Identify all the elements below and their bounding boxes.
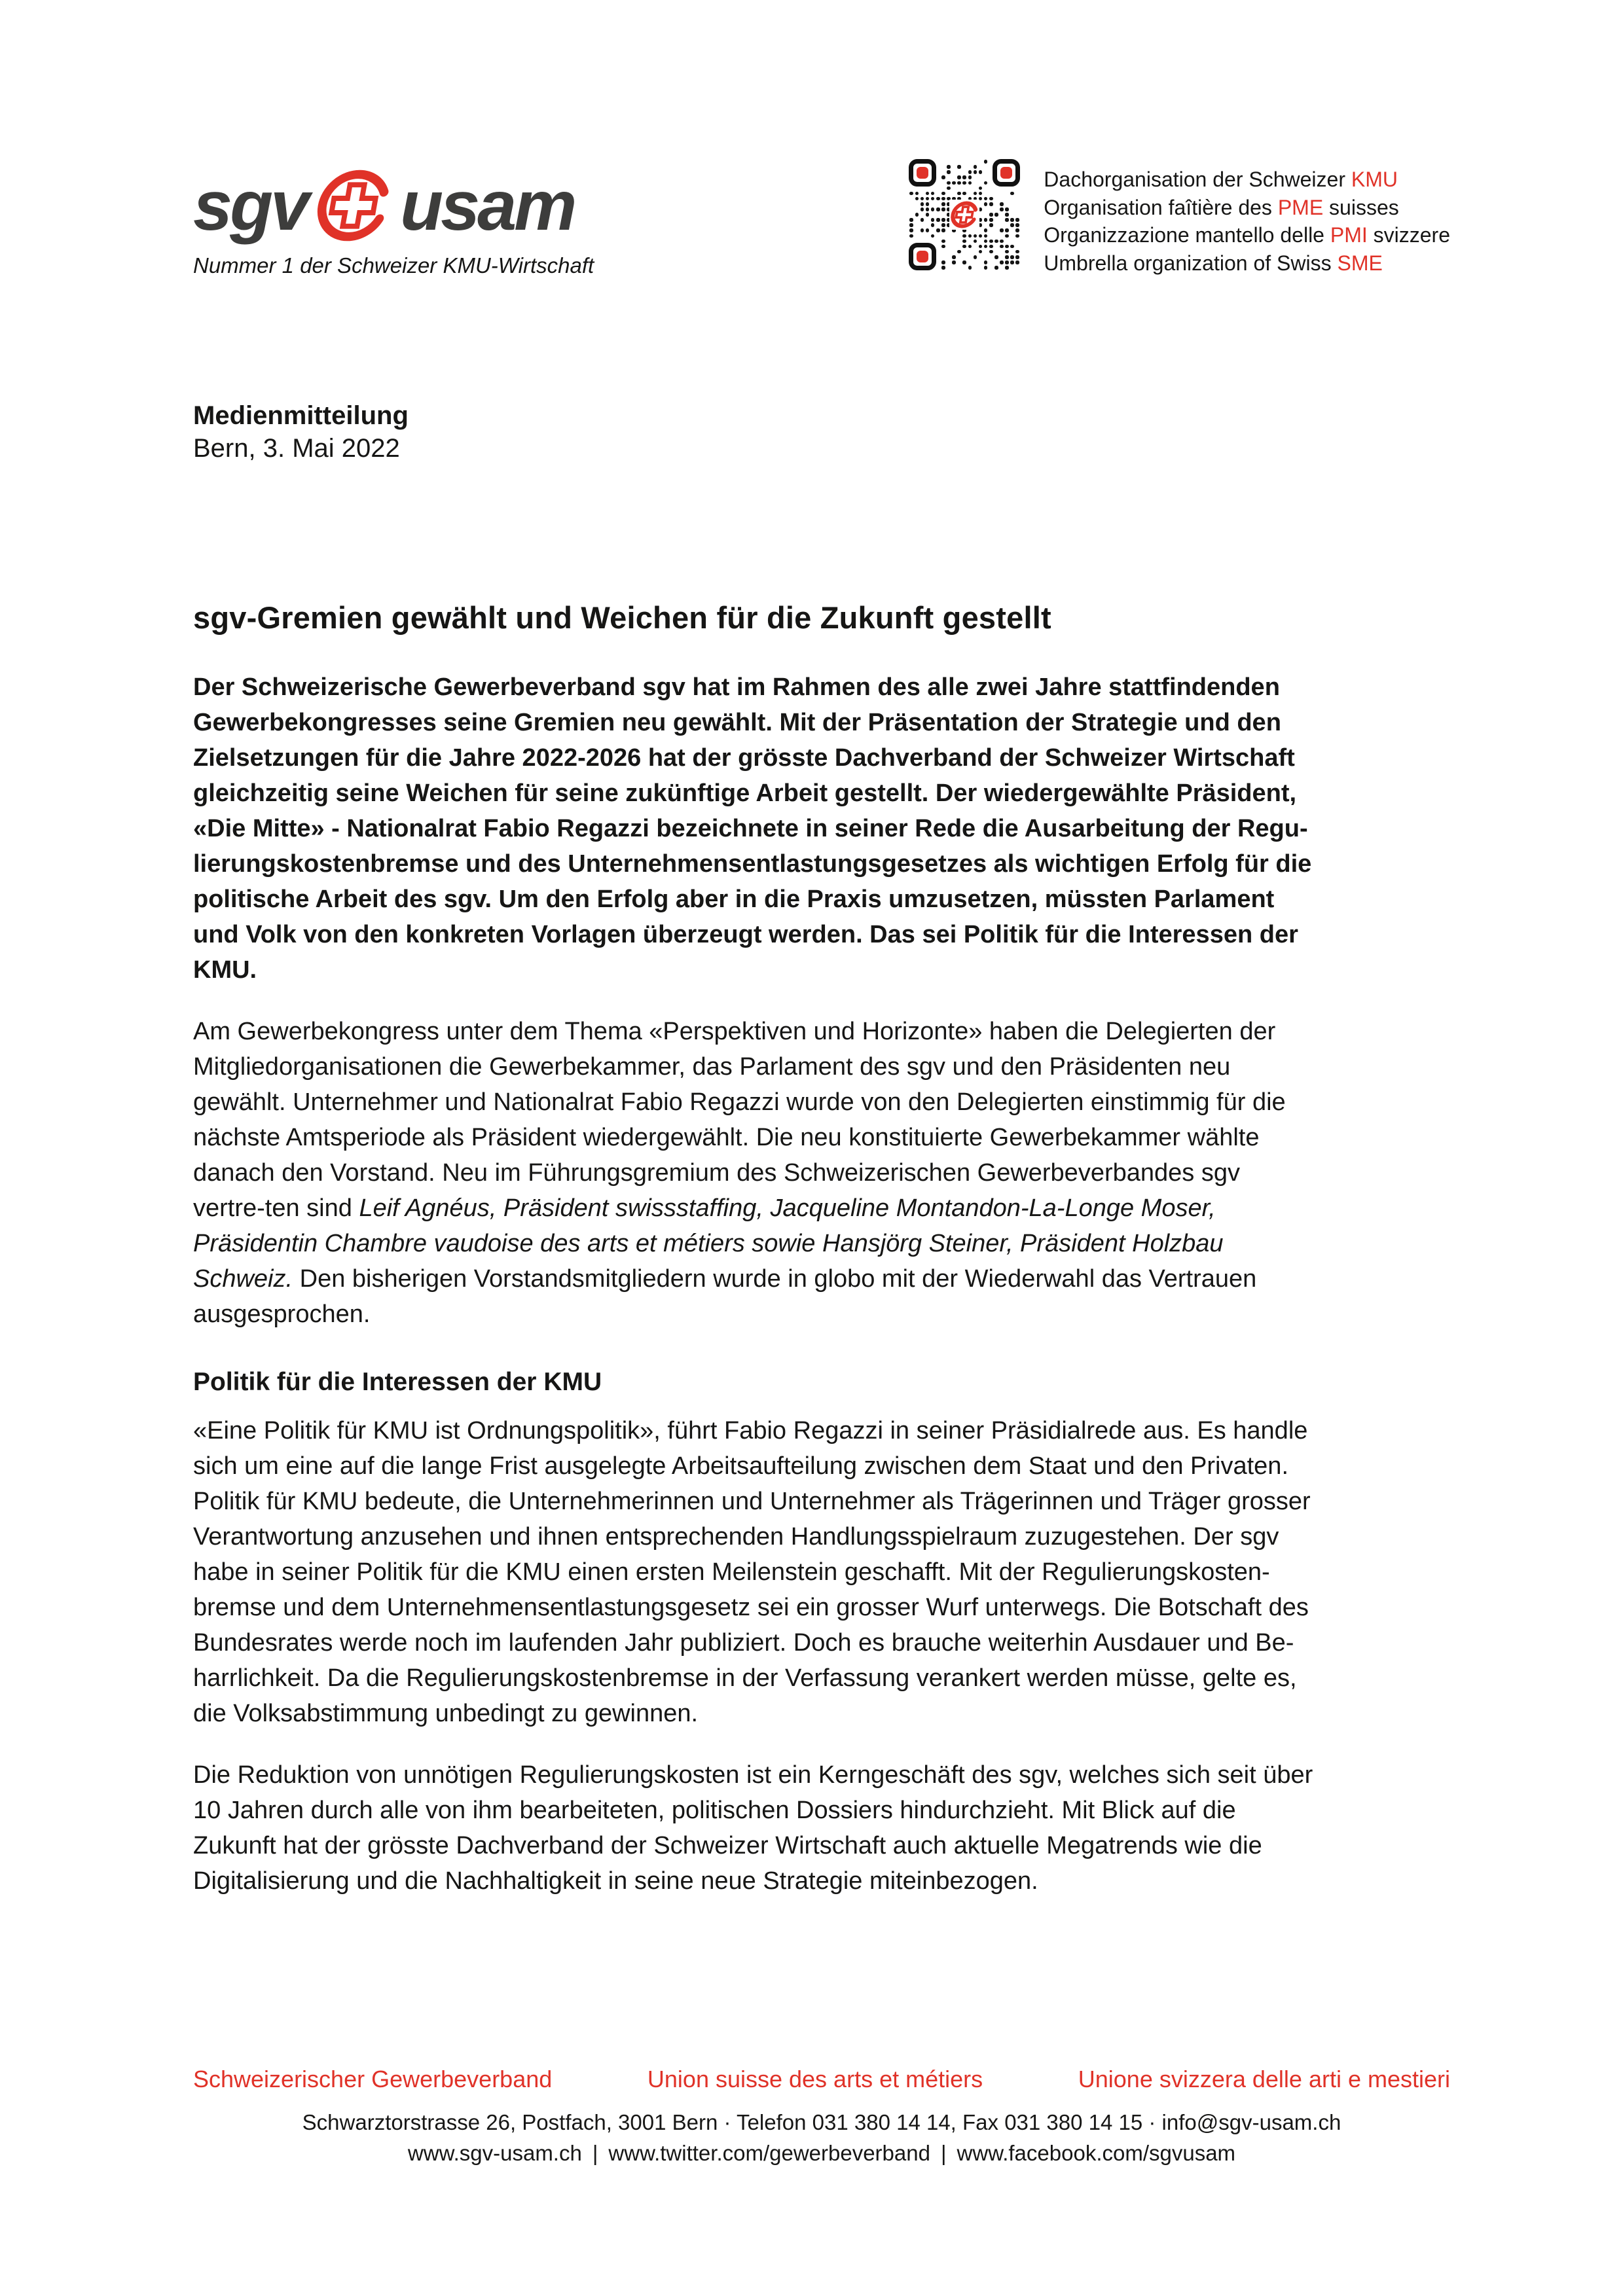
qr-dot — [984, 240, 988, 243]
qr-dot — [1010, 245, 1014, 249]
qr-dot — [952, 260, 956, 264]
meta — [193, 399, 1450, 465]
text-segment: KMU. — [193, 956, 257, 984]
qr-dot — [989, 213, 993, 217]
text-line — [193, 670, 1450, 705]
qr-dot — [909, 192, 913, 196]
qr-finder-icon — [909, 159, 936, 187]
qr-dot — [962, 192, 966, 196]
logo — [193, 166, 594, 278]
footer-org-name: Union suisse des arts et métiers — [647, 2066, 983, 2092]
qr-dot — [909, 234, 913, 238]
qr-dot — [994, 266, 998, 270]
logo-row — [193, 166, 594, 245]
qr-dot — [989, 197, 993, 201]
qr-dot — [921, 218, 924, 222]
text-line — [193, 882, 1450, 917]
footer-link[interactable]: www.twitter.com/gewerbeverband — [608, 2141, 930, 2165]
text-line — [193, 1226, 1450, 1261]
qr-dot — [931, 218, 935, 222]
qr-dot — [931, 223, 935, 227]
text-line — [193, 846, 1450, 882]
text-line — [193, 1191, 1450, 1226]
qr-dot — [941, 207, 945, 211]
document-body — [193, 670, 1450, 1899]
org-lines — [1044, 159, 1450, 277]
qr-dot — [962, 240, 966, 243]
qr-dot — [979, 192, 983, 196]
text-line — [193, 811, 1450, 846]
qr-dot — [1000, 202, 1004, 206]
qr-dot — [984, 218, 988, 222]
qr-dot — [941, 266, 945, 270]
text-segment: und Volk von den konkreten Vorlagen überzeugt werden. Das sei Politik für die Interessen der — [193, 921, 1298, 948]
text-segment: lierungskostenbremse und des Unternehmensentlastungsgesetzes als wichtigen Erfolg für die — [193, 850, 1312, 878]
text-line — [193, 1696, 1450, 1731]
qr-dot — [909, 223, 913, 227]
text-line — [193, 1297, 1450, 1332]
qr-dot — [1000, 228, 1004, 232]
qr-finder-icon — [909, 243, 936, 270]
qr-dot — [1005, 250, 1009, 254]
qr-dot — [931, 197, 935, 201]
text-line — [193, 1793, 1450, 1828]
qr-dot — [947, 181, 951, 185]
paragraph — [193, 670, 1450, 988]
qr-dot — [1000, 245, 1004, 249]
qr-dot — [926, 192, 930, 196]
org-line-text: Organisation faîtière des — [1044, 195, 1278, 219]
footer-org-name: Schweizerischer Gewerbeverband — [193, 2066, 553, 2092]
qr-dot — [931, 234, 935, 238]
text-segment: Zielsetzungen für die Jahre 2022-2026 hat der grösste Dachverband der Schweizer Wirtschaft — [193, 744, 1295, 772]
qr-dot — [1005, 255, 1009, 259]
text-segment: sich um eine auf die lange Frist ausgelegte Arbeitsaufteilung zwischen dem Staat und den Privaten. — [193, 1452, 1289, 1480]
qr-dot — [979, 250, 983, 254]
qr-dot — [941, 260, 945, 264]
text-line — [193, 740, 1450, 776]
qr-dot — [1015, 228, 1019, 232]
qr-dot — [941, 228, 945, 232]
org-line-text: suisses — [1323, 195, 1399, 219]
org-line — [1044, 221, 1450, 249]
text-segment: vertre-ten sind — [193, 1194, 359, 1222]
org-line-highlight: PMI — [1330, 223, 1368, 247]
qr-dot — [989, 250, 993, 254]
text-line — [193, 1660, 1450, 1696]
text-line — [193, 705, 1450, 740]
qr-block — [909, 159, 1450, 277]
qr-dot — [915, 192, 919, 196]
org-line — [1044, 194, 1450, 222]
qr-finder-icon — [993, 159, 1020, 187]
qr-dot — [968, 245, 972, 249]
text-line — [193, 1828, 1450, 1863]
qr-dot — [1015, 255, 1019, 259]
qr-dot — [1010, 192, 1014, 196]
qr-dot — [1015, 250, 1019, 254]
qr-dot — [1005, 228, 1009, 232]
qr-dot — [1000, 260, 1004, 264]
qr-dot — [968, 175, 972, 179]
text-line — [193, 1085, 1450, 1120]
qr-dot — [1015, 234, 1019, 238]
text-line — [193, 1484, 1450, 1519]
text-line — [193, 1590, 1450, 1625]
qr-dot — [1005, 234, 1009, 238]
qr-dot — [926, 207, 930, 211]
text-segment: «Die Mitte» - Nationalrat Fabio Regazzi bezeichnete in seiner Rede die Ausarbeitung der Regu- — [193, 815, 1308, 842]
qr-dot — [941, 192, 945, 196]
qr-dot — [994, 213, 998, 217]
qr-dot — [957, 175, 961, 179]
footer-link[interactable]: www.sgv-usam.ch — [407, 2141, 582, 2165]
text-segment: ausgesprochen. — [193, 1300, 371, 1328]
qr-dot — [984, 234, 988, 238]
text-line — [193, 952, 1450, 988]
text-segment: nächste Amtsperiode als Präsident wiedergewählt. Die neu konstituierte Gewerbekammer wählte — [193, 1124, 1260, 1151]
org-line — [1044, 249, 1450, 278]
qr-dot — [994, 240, 998, 243]
qr-code — [909, 159, 1020, 270]
text-segment: Gewerbekongresses seine Gremien neu gewählt. Mit der Präsentation der Strategie und den — [193, 709, 1281, 736]
footer — [193, 2066, 1450, 2166]
qr-dot — [962, 181, 966, 185]
qr-dot — [1005, 260, 1009, 264]
qr-dot — [984, 266, 988, 270]
qr-dot — [974, 234, 977, 238]
text-line — [193, 1413, 1450, 1448]
qr-dot — [947, 165, 951, 169]
text-segment: Digitalisierung und die Nachhaltigkeit in seine neue Strategie miteinbezogen. — [193, 1867, 1038, 1895]
qr-dot — [1015, 260, 1019, 264]
qr-dot — [979, 187, 983, 190]
org-line-text: Umbrella organization of Swiss — [1044, 251, 1338, 275]
paragraph — [193, 1413, 1450, 1731]
qr-dot — [974, 240, 977, 243]
qr-dot — [1005, 266, 1009, 270]
qr-dot — [989, 202, 993, 206]
qr-dot — [968, 266, 972, 270]
qr-dot — [926, 202, 930, 206]
text-segment: die Volksabstimmung unbedingt zu gewinnen. — [193, 1700, 699, 1727]
qr-dot — [941, 240, 945, 243]
qr-dot — [984, 160, 988, 164]
qr-dot — [1005, 213, 1009, 217]
text-segment: «Eine Politik für KMU ist Ordnungspolitik», führt Fabio Regazzi in seiner Präsidialrede aus. Es handle — [193, 1417, 1308, 1444]
qr-dot — [952, 255, 956, 259]
qr-dot — [974, 170, 977, 174]
qr-dot — [1010, 260, 1014, 264]
qr-dot — [974, 192, 977, 196]
text-line — [193, 1261, 1450, 1297]
qr-dot — [979, 170, 983, 174]
qr-dot — [947, 170, 951, 174]
qr-dot — [968, 170, 972, 174]
org-line-highlight: SME — [1337, 251, 1383, 275]
qr-dot — [984, 181, 988, 185]
text-line — [193, 776, 1450, 811]
section-heading: Politik für die Interessen der KMU — [193, 1368, 602, 1396]
text-segment: Politik für KMU bedeute, die Unternehmerinnen und Unternehmer als Trägerinnen und Träger grosser — [193, 1488, 1311, 1515]
text-line — [193, 1757, 1450, 1793]
separator: | — [592, 2141, 598, 2165]
qr-dot — [957, 250, 961, 254]
logo-text-sgv: sgv — [193, 166, 308, 245]
paragraph — [193, 1757, 1450, 1899]
document-title: sgv-Gremien gewählt und Weichen für die Zukunft gestellt — [193, 600, 1051, 635]
qr-dot — [1005, 245, 1009, 249]
qr-dot — [962, 234, 966, 238]
qr-dot — [1000, 207, 1004, 211]
text-segment: Schweiz. — [193, 1265, 293, 1293]
paragraph — [193, 1014, 1450, 1332]
text-segment: politische Arbeit des sgv. Um den Erfolg aber in die Praxis umzusetzen, müssten Parlament — [193, 886, 1275, 913]
qr-dot — [994, 255, 998, 259]
qr-dot — [926, 213, 930, 217]
text-segment: 10 Jahren durch alle von ihm bearbeiteten, politischen Dossiers hindurchzieht. Mit Blick auf die — [193, 1797, 1236, 1824]
org-line-text: svizzere — [1367, 223, 1450, 247]
header — [193, 0, 1450, 278]
qr-dot — [1010, 218, 1014, 222]
text-line — [193, 1863, 1450, 1899]
qr-dot — [952, 181, 956, 185]
org-line-text: Dachorganisation der Schweizer — [1044, 168, 1351, 191]
qr-dot — [941, 197, 945, 201]
footer-org-name: Unione svizzera delle arti e mestieri — [1078, 2066, 1450, 2092]
qr-dot — [984, 260, 988, 264]
qr-dot — [1000, 240, 1004, 243]
org-line — [1044, 166, 1450, 194]
text-segment: Den bisherigen Vorstandsmitgliedern wurde in globo mit der Wiederwahl das Vertrauen — [293, 1265, 1257, 1293]
text-segment: Leif Agnéus, Präsident swissstaffing, Jacqueline Montandon-La-Longe Moser, — [359, 1194, 1216, 1222]
qr-dot — [936, 207, 940, 211]
footer-address: Schwarztorstrasse 26, Postfach, 3001 Bern · Telefon 031 380 14 14, Fax 031 380 14 15 · info@sgv-usam.ch — [302, 2110, 1341, 2134]
qr-dot — [921, 202, 924, 206]
qr-dot — [931, 192, 935, 196]
text-line — [193, 1014, 1450, 1049]
text-segment: gleichzeitig seine Weichen für seine zukünftige Arbeit gestellt. Der wiedergewählte Präsident, — [193, 780, 1297, 807]
qr-dot — [941, 245, 945, 249]
qr-dot — [1005, 207, 1009, 211]
text-segment: Zukunft hat der grösste Dachverband der Schweizer Wirtschaft auch aktuelle Megatrends wie die — [193, 1832, 1262, 1859]
qr-dot — [936, 228, 940, 232]
qr-dot — [909, 218, 913, 222]
qr-dot — [921, 197, 924, 201]
text-segment: Mitgliedorganisationen die Gewerbekammer, das Parlament des sgv und den Präsidenten neu — [193, 1053, 1231, 1081]
text-segment: Am Gewerbekongress unter dem Thema «Perspektiven und Horizonte» haben die Delegierten der — [193, 1018, 1276, 1045]
org-line-highlight: PME — [1277, 195, 1324, 219]
qr-dot — [1010, 223, 1014, 227]
qr-dot — [909, 228, 913, 232]
text-segment: harrlichkeit. Da die Regulierungskostenbremse in der Verfassung verankert werden müsse, gelte es, — [193, 1664, 1297, 1692]
logo-tagline: Nummer 1 der Schweizer KMU-Wirtschaft — [193, 253, 594, 278]
footer-org-names — [193, 2066, 1450, 2093]
qr-dot — [989, 245, 993, 249]
text-segment: habe in seiner Politik für die KMU einen ersten Meilenstein geschafft. Mit der Regulierungskosten- — [193, 1558, 1270, 1586]
text-line — [193, 1155, 1450, 1191]
text-segment: danach den Vorstand. Neu im Führungsgremium des Schweizerischen Gewerbeverbandes sgv — [193, 1159, 1240, 1187]
qr-dot — [1005, 218, 1009, 222]
qr-dot — [1015, 218, 1019, 222]
document-type: Medienmitteilung — [193, 401, 409, 430]
logo-text-usam: usam — [400, 166, 575, 245]
qr-dot — [941, 218, 945, 222]
text-line — [193, 1049, 1450, 1085]
qr-dot — [974, 165, 977, 169]
text-line — [193, 1519, 1450, 1554]
qr-dot — [962, 245, 966, 249]
qr-dot — [962, 175, 966, 179]
qr-dot — [989, 218, 993, 222]
text-segment: Der Schweizerische Gewerbeverband sgv hat im Rahmen des alle zwei Jahre stattfindenden — [193, 673, 1280, 701]
text-line — [193, 1625, 1450, 1660]
qr-dot — [974, 255, 977, 259]
dateline: Bern, 3. Mai 2022 — [193, 434, 400, 463]
qr-dot — [926, 228, 930, 232]
text-line — [193, 1554, 1450, 1590]
qr-dot — [941, 202, 945, 206]
qr-dot — [941, 175, 945, 179]
text-segment: Präsidentin Chambre vaudoise des arts et métiers sowie Hansjörg Steiner, Präsident Holzbau — [193, 1230, 1224, 1257]
qr-dot — [989, 240, 993, 243]
qr-dot — [979, 234, 983, 238]
qr-dot — [915, 213, 919, 217]
text-segment: Die Reduktion von unnötigen Regulierungskosten ist ein Kerngeschäft des sgv, welches sich seit über — [193, 1761, 1313, 1789]
org-line-highlight: KMU — [1351, 168, 1398, 191]
qr-dot — [957, 165, 961, 169]
qr-center-logo-icon — [949, 200, 979, 230]
qr-dot — [936, 218, 940, 222]
qr-dot — [984, 197, 988, 201]
qr-dot — [957, 181, 961, 185]
qr-dot — [968, 181, 972, 185]
qr-dot — [921, 207, 924, 211]
text-line — [193, 917, 1450, 952]
text-line — [193, 1448, 1450, 1484]
qr-dot — [941, 223, 945, 227]
qr-dot — [921, 228, 924, 232]
text-segment: Bundesrates werde noch im laufenden Jahr publiziert. Doch es brauche weiterhin Ausdauer und Be- — [193, 1629, 1294, 1657]
footer-link[interactable]: www.facebook.com/sgvusam — [957, 2141, 1236, 2165]
qr-dot — [936, 197, 940, 201]
qr-dot — [915, 197, 919, 201]
qr-dot — [957, 192, 961, 196]
qr-dot — [979, 245, 983, 249]
qr-dot — [984, 245, 988, 249]
qr-dot — [989, 223, 993, 227]
separator: | — [940, 2141, 947, 2165]
qr-dot — [984, 228, 988, 232]
qr-dot — [984, 202, 988, 206]
text-segment: gewählt. Unternehmer und Nationalrat Fabio Regazzi wurde von den Delegierten einstimmig für die — [193, 1088, 1286, 1116]
qr-dot — [947, 187, 951, 190]
text-line — [193, 1120, 1450, 1155]
qr-dot — [968, 234, 972, 238]
text-segment: bremse und dem Unternehmensentlastungsgesetz sei ein grosser Wurf unterwegs. Die Botschaft des — [193, 1594, 1309, 1621]
text-segment: Verantwortung anzusehen und ihnen entsprechenden Handlungsspielraum zuzugestehen. Der sgv — [193, 1523, 1279, 1551]
qr-dot — [931, 207, 935, 211]
qr-dot — [1010, 255, 1014, 259]
qr-dot — [962, 260, 966, 264]
org-line-text: Organizzazione mantello delle — [1044, 223, 1330, 247]
qr-dot — [926, 197, 930, 201]
swiss-cross-circle-icon — [314, 166, 393, 245]
qr-dot — [1015, 223, 1019, 227]
footer-links — [193, 2141, 1450, 2166]
